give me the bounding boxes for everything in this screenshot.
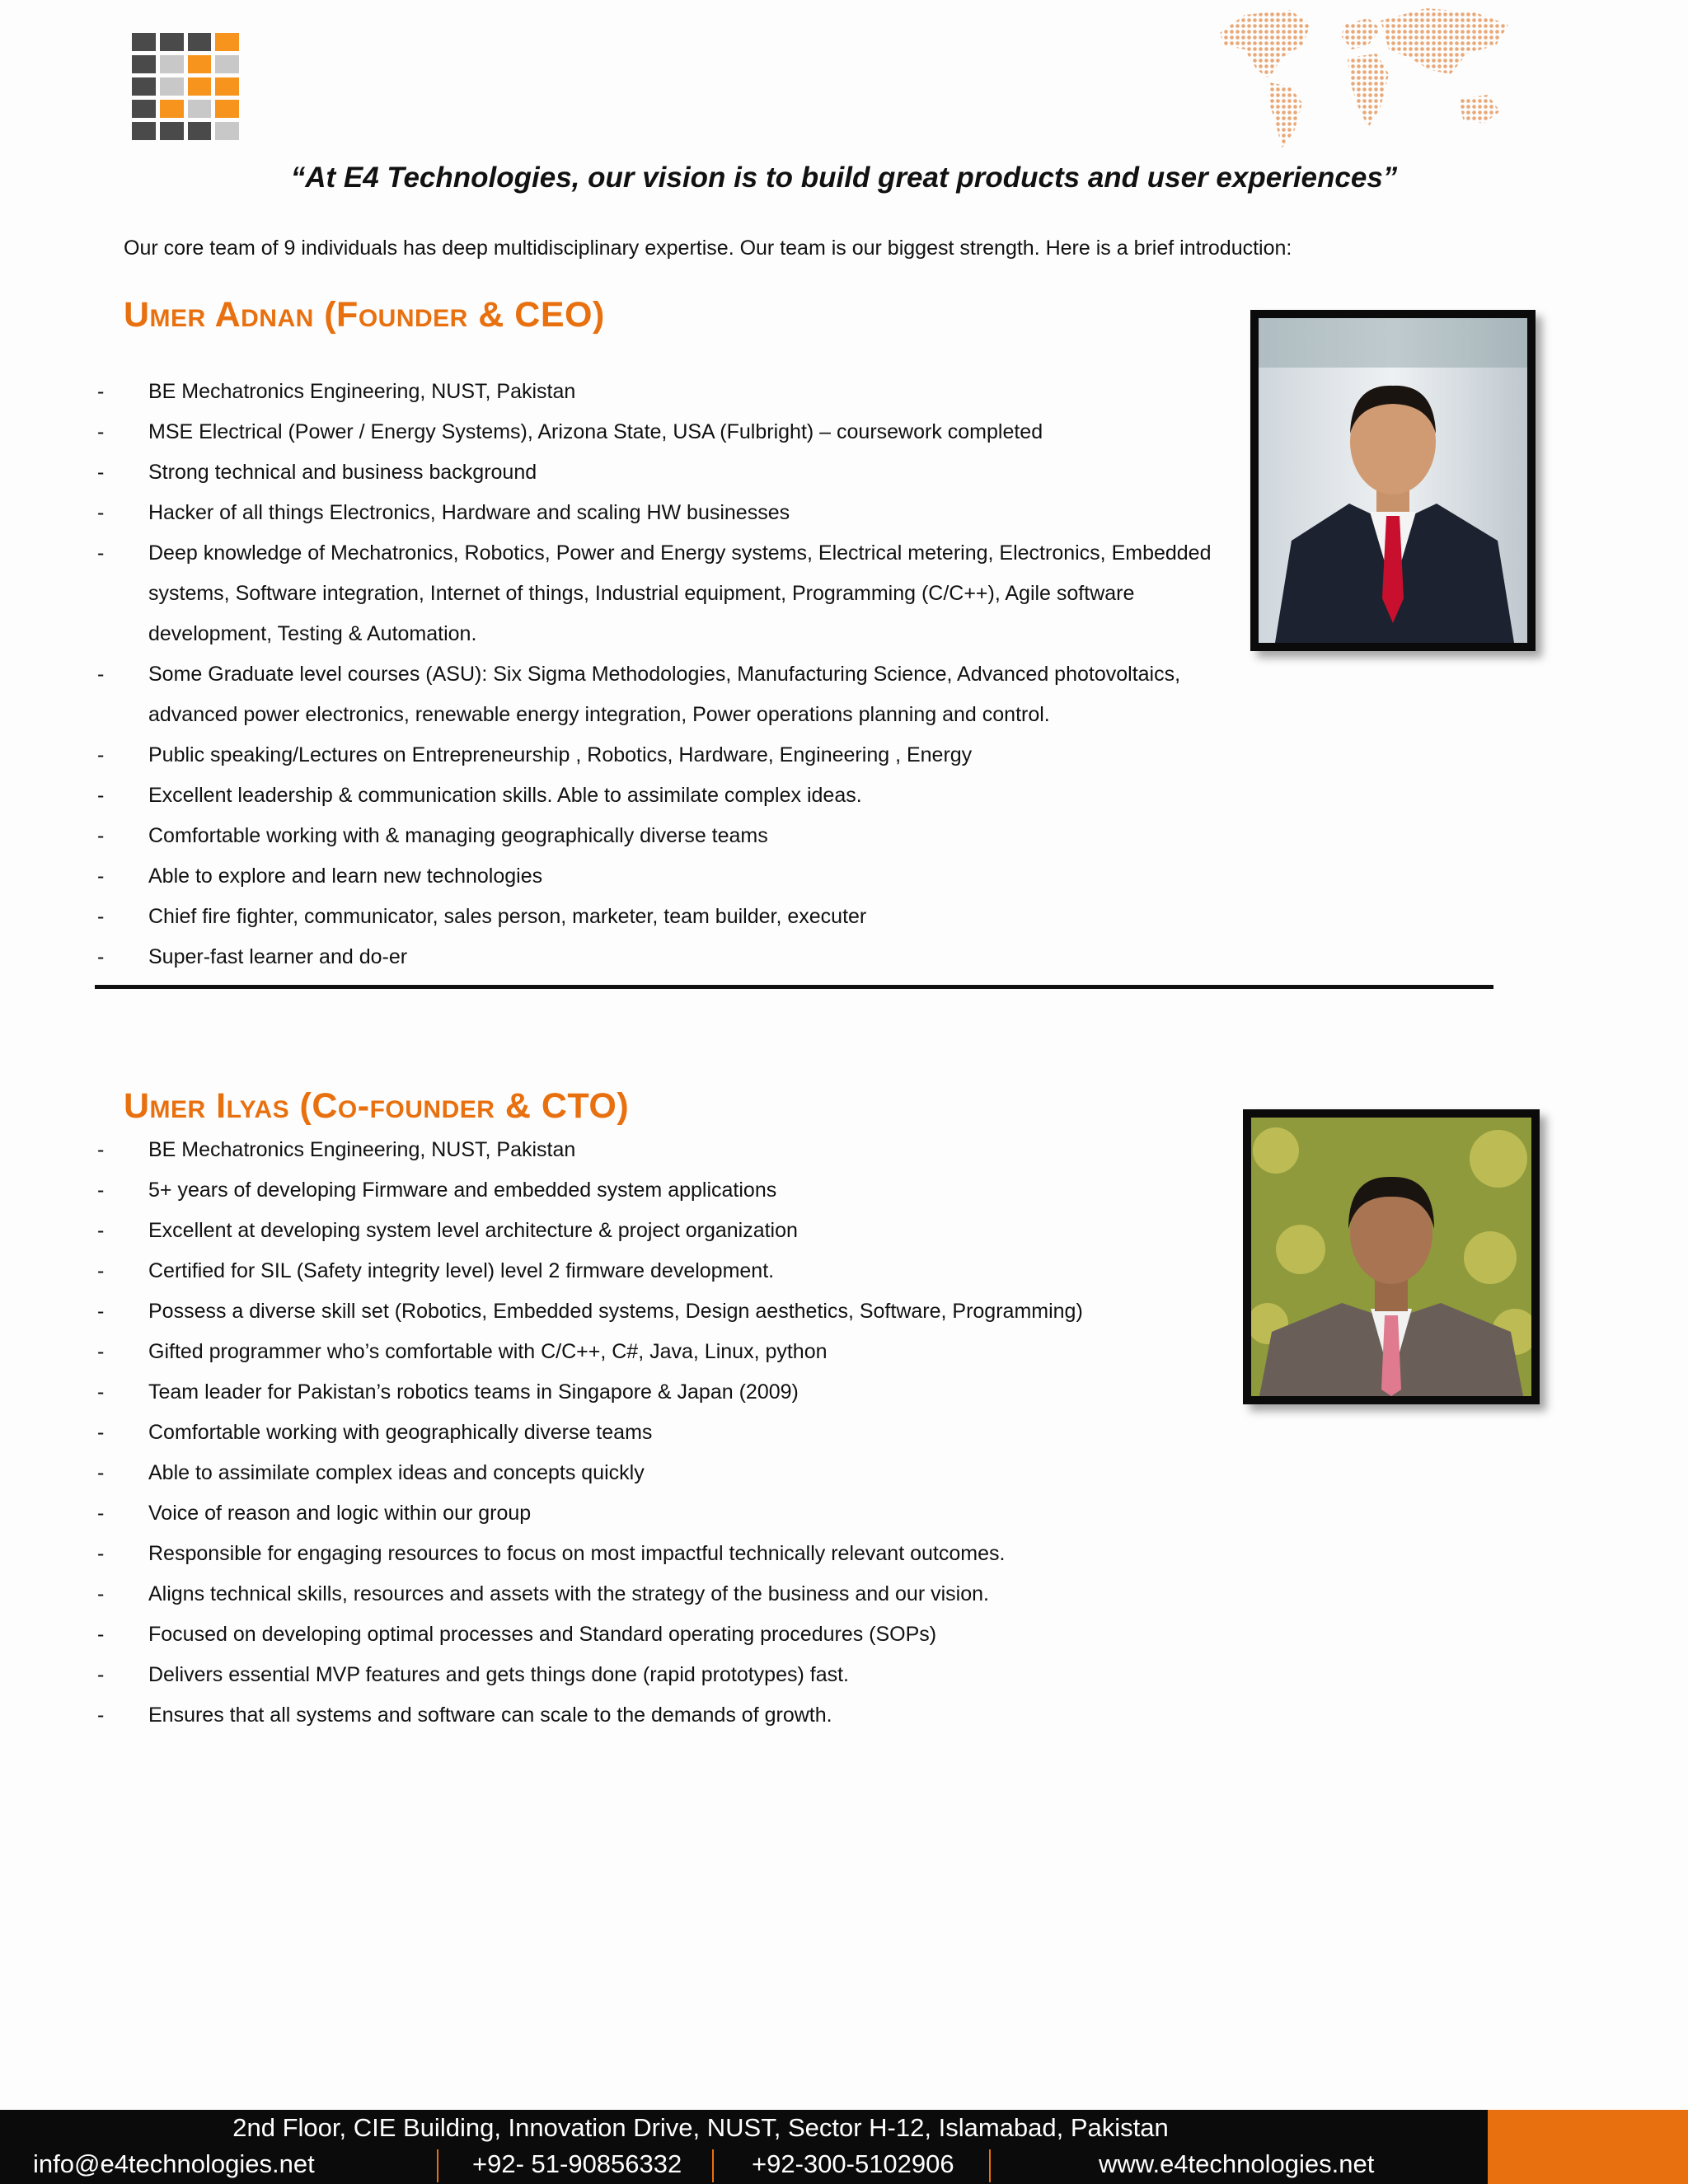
logo-square xyxy=(188,100,212,118)
logo-square xyxy=(215,77,239,96)
section-divider xyxy=(95,985,1493,989)
footer-address: 2nd Floor, CIE Building, Innovation Drive, NUST, Sector H-12, Islamabad, Pakistan xyxy=(232,2113,1169,2142)
person-1-bullet-list xyxy=(97,372,1235,977)
bullet-item: - BE Mechatronics Engineering, NUST, Pakistan xyxy=(97,1130,1235,1170)
bullet-item: - Responsible for engaging resources to focus on most impactful technically relevant outcomes. xyxy=(97,1534,1235,1574)
logo-square xyxy=(132,33,156,51)
logo-square xyxy=(160,33,184,51)
bullet-item: - Strong technical and business background xyxy=(97,452,1235,493)
logo-square xyxy=(160,55,184,73)
logo-square xyxy=(215,55,239,73)
footer-phone-2[interactable]: +92-300-5102906 xyxy=(752,2149,954,2178)
bullet-item: - Possess a diverse skill set (Robotics, Embedded systems, Design aesthetics, Software, Programming) xyxy=(97,1291,1235,1332)
bullet-item: - Able to explore and learn new technologies xyxy=(97,856,1235,897)
bullet-item: - Hacker of all things Electronics, Hardware and scaling HW businesses xyxy=(97,493,1235,533)
bullet-item: - Public speaking/Lectures on Entrepreneurship , Robotics, Hardware, Engineering , Energy xyxy=(97,735,1235,776)
bullet-item: - Aligns technical skills, resources and assets with the strategy of the business and our vision. xyxy=(97,1574,1235,1615)
logo-square xyxy=(215,100,239,118)
bullet-item: - MSE Electrical (Power / Energy Systems), Arizona State, USA (Fulbright) – coursework completed xyxy=(97,412,1235,452)
person-2-photo xyxy=(1243,1109,1540,1404)
footer-separator xyxy=(989,2149,991,2182)
logo-square xyxy=(132,100,156,118)
bullet-item: - Comfortable working with & managing geographically diverse teams xyxy=(97,816,1235,856)
logo-square xyxy=(215,33,239,51)
logo-square xyxy=(160,77,184,96)
bullet-item: - Able to assimilate complex ideas and concepts quickly xyxy=(97,1453,1235,1493)
footer-bar xyxy=(0,2110,1688,2184)
logo-square xyxy=(188,33,212,51)
footer-website-link[interactable]: www.e4technologies.net xyxy=(1099,2149,1375,2178)
world-map-graphic xyxy=(1212,0,1517,152)
company-logo xyxy=(132,33,239,140)
logo-square xyxy=(188,122,212,140)
bullet-item: - Deep knowledge of Mechatronics, Robotics, Power and Energy systems, Electrical metering, Electronics, Embedded systems, Software integration, Internet of things, Industrial equipment, Programming (C/C++), Agile software development, Testing & Automation. xyxy=(97,533,1235,654)
bullet-item: - Some Graduate level courses (ASU): Six Sigma Methodologies, Manufacturing Science, Advanced photovoltaics, advanced power electronics, renewable energy integration, Power operations planning and control. xyxy=(97,654,1235,735)
bullet-item: - Chief fire fighter, communicator, sales person, marketer, team builder, executer xyxy=(97,897,1235,937)
person-2-title: Umer Ilyas (Co-founder & CTO) xyxy=(124,1086,630,1126)
bullet-item: - Comfortable working with geographically diverse teams xyxy=(97,1413,1235,1453)
bullet-item: - Ensures that all systems and software can scale to the demands of growth. xyxy=(97,1695,1235,1736)
bullet-item: - BE Mechatronics Engineering, NUST, Pakistan xyxy=(97,372,1235,412)
footer-separator xyxy=(712,2149,714,2182)
logo-square xyxy=(132,55,156,73)
logo-square xyxy=(188,77,212,96)
bullet-item: - 5+ years of developing Firmware and embedded system applications xyxy=(97,1170,1235,1211)
vision-quote: “At E4 Technologies, our vision is to build great products and user experiences” xyxy=(290,162,1398,194)
logo-square xyxy=(160,122,184,140)
bullet-item: - Delivers essential MVP features and gets things done (rapid prototypes) fast. xyxy=(97,1655,1235,1695)
footer-accent-block xyxy=(1488,2110,1688,2184)
logo-square xyxy=(160,100,184,118)
person-1-photo xyxy=(1250,310,1536,651)
bullet-item: - Gifted programmer who’s comfortable with C/C++, C#, Java, Linux, python xyxy=(97,1332,1235,1372)
logo-square xyxy=(188,55,212,73)
bullet-item: - Focused on developing optimal processes and Standard operating procedures (SOPs) xyxy=(97,1615,1235,1655)
logo-square xyxy=(132,122,156,140)
logo-square xyxy=(132,77,156,96)
footer-separator xyxy=(437,2149,438,2182)
person-2-bullet-list xyxy=(97,1130,1235,1736)
bullet-item: - Voice of reason and logic within our group xyxy=(97,1493,1235,1534)
team-intro-text: Our core team of 9 individuals has deep multidisciplinary expertise. Our team is our biggest strength. Here is a brief introduction: xyxy=(124,237,1292,260)
logo-square xyxy=(215,122,239,140)
bullet-item: - Super-fast learner and do-er xyxy=(97,937,1235,977)
footer-phone-1[interactable]: +92- 51-90856332 xyxy=(472,2149,682,2178)
person-1-title: Umer Adnan (Founder & CEO) xyxy=(124,295,605,335)
bullet-item: - Excellent at developing system level architecture & project organization xyxy=(97,1211,1235,1251)
bullet-item: - Team leader for Pakistan’s robotics teams in Singapore & Japan (2009) xyxy=(97,1372,1235,1413)
bullet-item: - Certified for SIL (Safety integrity level) level 2 firmware development. xyxy=(97,1251,1235,1291)
footer-email-link[interactable]: info@e4technologies.net xyxy=(33,2149,315,2178)
bullet-item: - Excellent leadership & communication skills. Able to assimilate complex ideas. xyxy=(97,776,1235,816)
